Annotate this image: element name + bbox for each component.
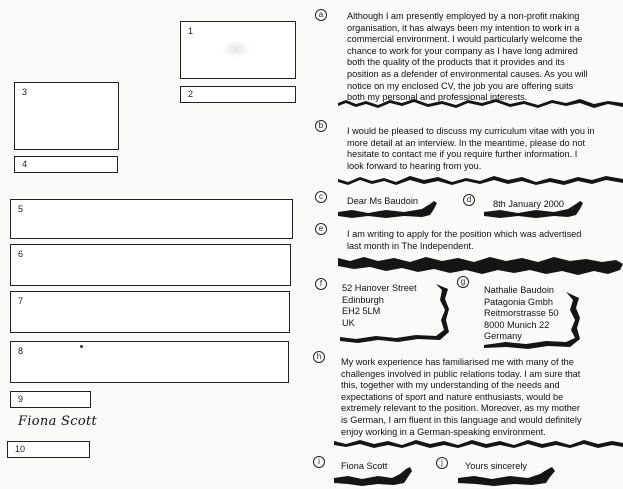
box-number: 3 (22, 87, 28, 97)
box-number: 10 (15, 444, 26, 454)
answer-box-9[interactable] (10, 391, 91, 408)
answer-box-8[interactable] (10, 341, 289, 383)
fragment-g-line: Nathalie Baudoin (484, 285, 554, 295)
fragment-j-line: Yours sincerely (465, 461, 527, 471)
fragment-f-line: 52 Hanover Street (342, 283, 417, 293)
answer-box-5[interactable] (10, 199, 293, 239)
fragment-label-h: h (313, 351, 325, 363)
box-number: 8 (18, 346, 24, 356)
fragment-a-line: Although I am presently employed by a non-profit making (347, 11, 580, 21)
fragment-g-line: Patagonia Gmbh (484, 296, 553, 307)
fragment-f-line: Edinburgh (342, 294, 384, 305)
fragment-label-a: a (315, 9, 327, 21)
fragment-h-line: expectations of sport and nature enthusiasts, would be (341, 391, 564, 402)
fragment-h-line: extremely relevant to the position. Moreover, as my mother (341, 403, 580, 414)
answer-box-3[interactable] (14, 82, 119, 150)
answer-box-1[interactable] (180, 21, 296, 79)
fragment-g-line: Reitmorstrasse 50 (484, 308, 559, 319)
fragment-b-line: more detail at an interview. In the meantime, please do not (347, 137, 585, 148)
handwritten-signature: Fiona Scott (18, 414, 98, 429)
answer-box-7[interactable] (10, 291, 290, 333)
fragment-label-d: d (463, 194, 475, 206)
fragment-a-line: position as a defender of environmental causes. As you will (347, 68, 588, 79)
fragment-label-f: f (315, 278, 327, 290)
fragment-h-line: is German, I am fluent in this language and would definitely (341, 414, 582, 425)
fragment-b-line: hesitate to contact me if you require further information. I (347, 149, 578, 160)
fragment-e[interactable] (347, 229, 581, 252)
fragment-e-line: last month in The Independent. (347, 240, 474, 251)
fragment-label-j: j (436, 457, 448, 469)
torn-edge (338, 174, 623, 186)
answer-box-2[interactable] (180, 86, 296, 103)
fragment-label-c: c (315, 191, 327, 203)
torn-edge (336, 282, 451, 344)
fragment-h-line: My work experience has familiarised me with many of the (341, 357, 574, 367)
fragment-a-line: both the quality of the products that it provides and its (347, 57, 565, 68)
fragment-h[interactable] (341, 357, 582, 438)
fragment-g-line: 8000 Munich 22 (484, 319, 550, 330)
fragment-f-line: EH2 5LM (342, 306, 381, 317)
fragment-h-line: enjoy working in a German-speaking environment. (341, 426, 546, 437)
fragment-a-line: organisation, it has always been my intention to work in a (347, 22, 580, 33)
box-number: 4 (22, 159, 28, 169)
fragment-h-line: this, together with my understanding of the needs and (341, 380, 560, 391)
fragment-g-line: Germany (484, 331, 522, 342)
fragment-label-b: b (315, 120, 327, 132)
fragment-h-line: challenges involved in public relations today. I am sure that (341, 368, 581, 379)
torn-edge (338, 97, 623, 109)
fragment-a-line: chance to work for your company as I have long admired (347, 45, 578, 56)
fragment-b-line: I would be pleased to discuss my curriculum vitae with you in (347, 126, 595, 136)
fragment-f-line: UK (342, 317, 355, 328)
box-number: 9 (18, 394, 24, 404)
fragment-a-line: both my personal and professional interests. (347, 92, 528, 103)
fragment-i-line: Fiona Scott (341, 461, 388, 471)
box-number: 7 (18, 296, 24, 306)
fragment-label-i: i (313, 456, 325, 468)
fragment-a[interactable] (347, 11, 588, 104)
fragment-label-g: g (457, 276, 469, 288)
fragment-b-line: look forward to hearing from you. (347, 160, 482, 171)
smudge-mark (221, 40, 251, 58)
fragment-e-line: I am writing to apply for the position which was advertised (347, 229, 582, 239)
fragment-a-line: commercial environment. I would particularly welcome the (347, 34, 583, 45)
fragment-d-line: 8th January 2000 (493, 199, 565, 209)
box-number: 2 (188, 89, 194, 99)
ink-dot (80, 345, 83, 348)
torn-edge (458, 466, 558, 488)
box-number: 6 (18, 249, 24, 259)
torn-edge (484, 200, 584, 220)
torn-edge (334, 437, 623, 449)
answer-box-6[interactable] (10, 244, 291, 286)
fragment-a-line: notice on my enclosed CV, the job you are offering suits (347, 80, 574, 91)
torn-edge (338, 252, 623, 278)
answer-box-4[interactable] (14, 156, 118, 173)
fragment-c-line: Dear Ms Baudoin (347, 196, 418, 206)
box-number: 1 (188, 26, 194, 36)
fragment-b[interactable] (347, 126, 595, 172)
answer-box-10[interactable] (7, 441, 90, 458)
torn-edge (478, 290, 582, 350)
torn-edge (334, 466, 414, 488)
box-number: 5 (18, 204, 24, 214)
torn-edge (338, 200, 438, 220)
fragment-label-e: e (315, 223, 327, 235)
